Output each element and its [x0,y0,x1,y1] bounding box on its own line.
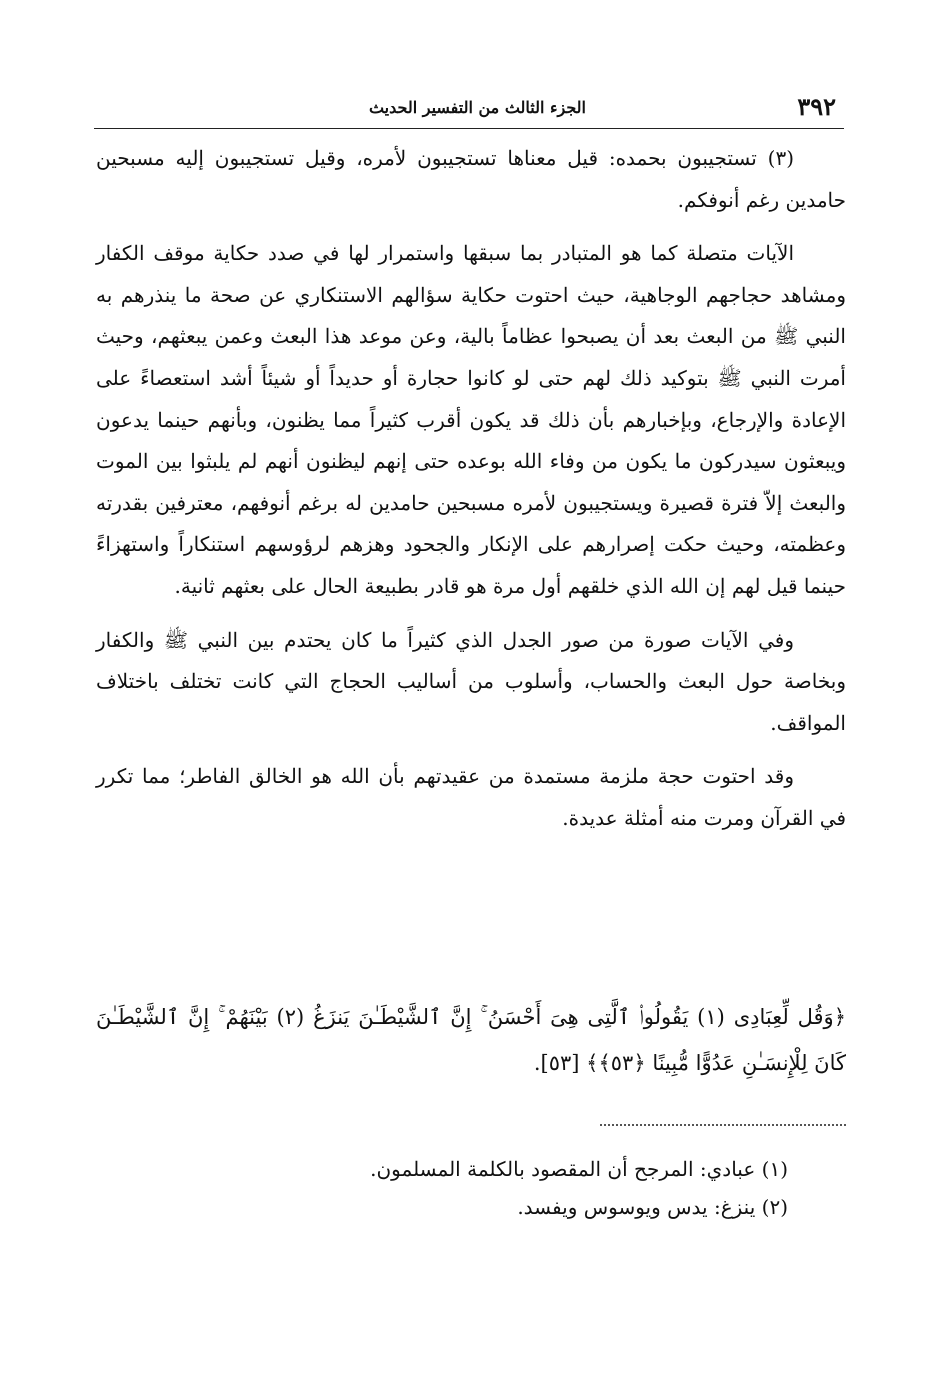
verse-open-bracket: ﴿ [833,1005,846,1029]
footnote-separator [600,1124,846,1126]
footnote-2: (٢) ينزغ: يدس ويوسوس ويفسد. [517,1195,788,1219]
verse-reference: [٥٣]. [533,1051,580,1075]
footnote-continuation-paragraph: (٣) تستجيبون بحمده: قيل معناها تستجيبون لأمره، وقيل تستجيبون إليه مسبحين حامدين رغم أنوفكم. [96,146,846,212]
verse-close-bracket: ﴾ [586,1051,599,1075]
page-header [94,92,844,129]
running-title: الجزء الثالث من التفسير الحديث [368,98,586,117]
footnote-1: (١) عبادي: المرجح أن المقصود بالكلمة المسلمون. [370,1157,788,1181]
commentary-paragraph-3: وقد احتوت حجة ملزمة مستمدة من عقيدتهم بأن الله هو الخالق الفاطر؛ مما تكرر في القرآن ومرت منه أمثلة عديدة. [96,764,846,830]
footnotes [250,1150,788,1226]
commentary-paragraph-2: وفي الآيات صورة من صور الجدل الذي كثيراً ما كان يحتدم بين النبي ﷺ والكفار وبخاصة حول البعث والحساب، وأسلوب من أساليب الحجاج التي كانت تختلف باختلاف المواقف. [96,627,846,735]
body-text [96,138,846,852]
verse-text: وَقُل لِّعِبَادِى (١) يَقُولُوا۟ ٱلَّتِى هِىَ أَحْسَنُ ۚ إِنَّ ٱلشَّيْطَـٰنَ يَنزَغُ (٢) بَيْنَهُمْ ۚ إِنَّ ٱلشَّيْطَـٰنَ كَانَ لِلْإِنسَـٰنِ عَدُوًّا مُّبِينًا ﴿٥٣﴾ [96,1005,846,1075]
commentary-paragraph-1: الآيات متصلة كما هو المتبادر بما سبقها واستمرار لها في صدد حكاية موقف الكفار ومشاهد حجاجهم الوجاهية، حيث احتوت حكاية سؤالهم الاستنكاري عن صحة ما ينذرهم به النبي ﷺ من البعث بعد أن يصبحوا عظاماً بالية، وعن موعد هذا البعث وعمن يبعثهم، وحيث أمرت النبي ﷺ بتوكيد ذلك لهم حتى لو كانوا حجارة أو حديداً أو شيئاً أشد استعصاءً على الإعادة والإرجاع، وبإخبارهم بأن ذلك قد يكون أقرب كثيراً مما يظنون، وبأنهم حينما يدعون ويبعثون سيدركون ما يكون من وفاء الله بوعده حتى إنهم ليظنون أنهم لم يلبثوا بين الموت والبعث إلاّ فترة قصيرة ويستجيبون لأمره مسبحين حامدين له برغم أنوفهم، معترفين بقدرته وعظمته، وحيث حكت إصرارهم على الإنكار والجحود وهزهم لرؤوسهم استنكاراً واستهزاءً حينما قيل لهم إن الله الذي خلقهم أول مرة هو قادر بطبيعة الحال على بعثهم ثانية. [96,241,846,598]
quran-verse [96,994,846,1086]
page-number: ٣٩٢ [797,92,836,121]
